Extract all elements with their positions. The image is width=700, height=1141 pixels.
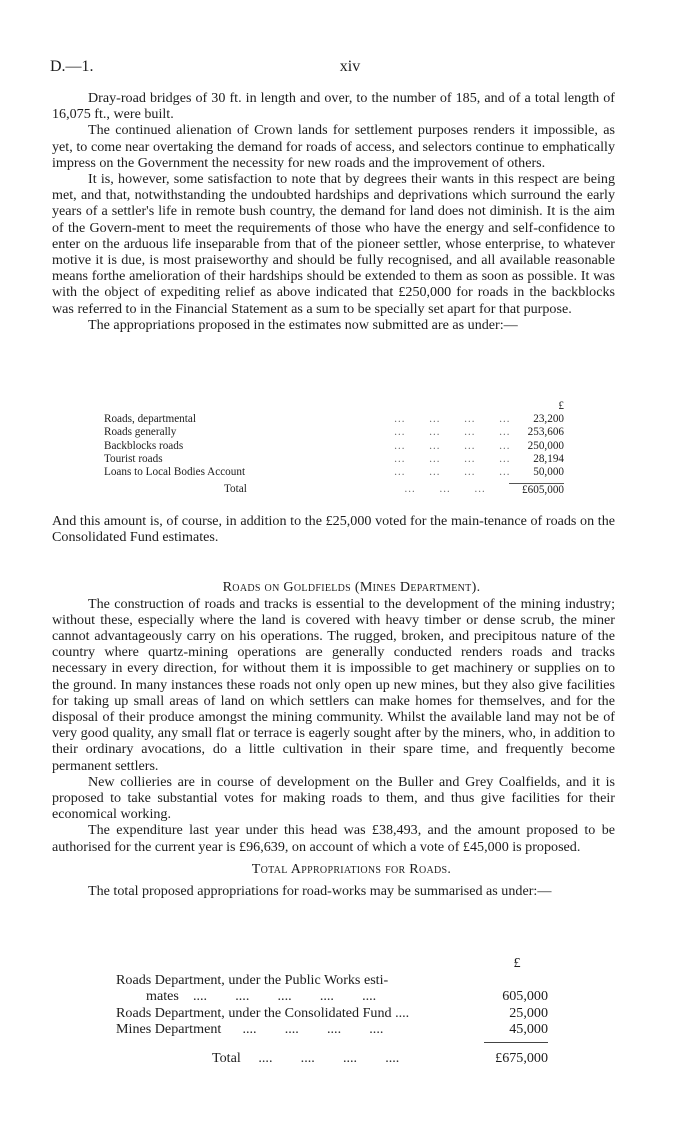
leader-dots: … … … … [393,465,511,478]
paragraph-construction: The construction of roads and tracks is essential to the development of the mining industry; without these, especially where the land is covered with heavy timber or dense scrub, the miner cannot advantageously carry on his operations. The rugged, broken, and precipitous nature of the country where quartz-mining operations are generally conducted renders roads and tracks necessary in every direction, for without them it is impossible to get machinery or supplies on to the ground. In many instances these roads not only open up new mines, but they also give facilities for taking up small areas of land on which settlers can make homes for themselves, and for the disposal of their produce amongst the mining community. Whilst the available land may not be of very good quality, any small flat or terrace is eagerly sought after by the miners, who, in addition to their ordinary avocations, do a little cultivation in their spare time, and frequently become permanent settlers. [52,595,615,774]
total-label-text: Total [212,1049,241,1066]
paragraph-maintenance: And this amount is, of course, in addition to the £25,000 voted for the main-tenance of roads on the Consolidated Fund estimates. [52,513,615,546]
estimates-currency-row [104,400,564,413]
row-amount: 253,606 [527,426,564,439]
total-label: Total [224,483,247,496]
intro-text [52,90,615,333]
row-amount: 23,200 [533,413,564,426]
table-row [104,413,564,426]
table-row [116,1005,548,1022]
table-row [104,426,564,439]
row-label: Backblocks roads [104,439,184,452]
leader-dots: … … … [404,483,487,496]
goldfields-text [52,513,615,899]
table-row [116,972,548,989]
table-row [116,1021,548,1038]
total-rule [484,1042,548,1044]
row-label-text: Mines Department [116,1021,222,1037]
paragraph-appropriations: The appropriations proposed in the estimates now submitted are as under:— [88,316,518,333]
paragraph-collieries: New collieries are in course of development on the Buller and Grey Coalfields, and it is proposed to take substantial votes for making roads to them, and thus give facilities for their economical working. [52,773,615,823]
paragraph-summary: The total proposed appropriations for road-works may be summarised as under:— [88,883,552,900]
row-label: mates .... .... .... .... .... [146,988,377,1004]
row-amount: 250,000 [527,439,564,452]
table-row [104,440,564,453]
row-label: Loans to Local Bodies Account [104,465,246,478]
total-amount: £605,000 [509,483,564,496]
row-label: Tourist roads [104,452,163,465]
row-amount [486,972,548,989]
row-amount: 45,000 [509,1021,548,1037]
paragraph-bridges: Dray-road bridges of 30 ft. in length and over, to the number of 185, and of a total length of 16,075 ft., were built. [52,90,615,123]
leader-dots: … … … … [393,413,511,426]
table-row [104,453,564,466]
page-number: xiv [339,58,361,75]
currency-symbol: £ [558,400,564,412]
totals-currency-row [116,955,548,972]
totals-heading: Total Appropriations for Roads. [251,860,452,877]
estimates-table [104,400,564,496]
row-label: Roads Department, under the Consolidated Fund .... [116,1004,410,1021]
section-code: D.—1. [50,58,94,75]
paragraph-alienation: The continued alienation of Crown lands for settlement purposes renders it impossible, as yet, to come near overtaking the demand for roads of access, and selectors continue to emphatically impress on the Government the necessity for new roads and the improvement of others. [52,122,615,171]
currency-symbol: £ [513,955,521,971]
table-row [104,466,564,479]
estimates-total-row [104,483,564,496]
leader-dots: … … … … [393,426,511,439]
paragraph-satisfaction: It is, however, some satisfaction to note that by degrees their wants in this respect are being met, and that, notwithstanding the undoubted hardships and deprivations which surround the early years of a settler's life in remote bush country, the demand for land does not diminish. It is the aim of the Govern-ment to meet the requirements of those who have the energy and self-confidence to enter on the arduous life inseparable from that of the pioneer settler, whose enterprise, to whatever motive it is due, is most praiseworthy and should be fully recognised, and all available reasonable means forthe amelioration of their hardships should be extended to them as soon as possible. It was with the object of expediting relief as above indicated that £250,000 for roads in the backblocks was referred to in the Financial Statement as a sum to be specially set apart for that purpose. [52,171,615,317]
leader-dots: … … … … [393,439,511,452]
totals-table [116,955,548,1066]
total-label: Total .... .... .... .... [212,1049,400,1066]
goldfields-heading: Roads on Goldfields (Mines Department). [222,579,481,596]
row-label: Roads Department, under the Public Works esti- [116,971,389,988]
totals-total-row [116,1050,548,1067]
row-label: Roads generally [104,426,177,439]
row-amount: 605,000 [502,988,548,1004]
leader-dots: … … … … [393,452,511,465]
table-row [116,988,548,1005]
row-label-text: Roads Department, under the Consolidated Fund [116,1004,392,1021]
total-amount: £675,000 [495,1049,548,1066]
row-amount: 25,000 [509,1004,548,1021]
row-amount: 28,194 [533,452,564,465]
row-label: Roads, departmental [104,413,196,426]
paragraph-expenditure: The expenditure last year under this head was £38,493, and the amount proposed to be authorised for the current year is £96,639, on account of which a vote of £45,000 is proposed. [52,822,615,855]
row-label-text: mates [146,988,179,1004]
row-label: Mines Department .... .... .... .... [116,1021,384,1037]
row-amount: 50,000 [533,465,564,478]
